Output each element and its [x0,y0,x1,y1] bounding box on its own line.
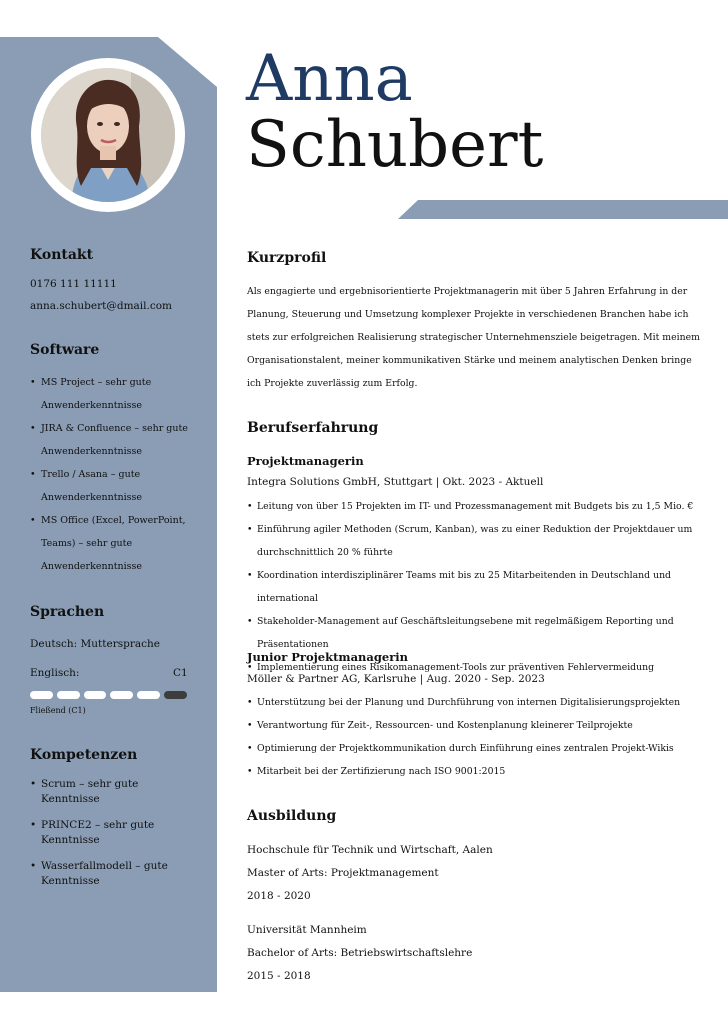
profile-photo [41,68,175,202]
language-rating-dot [164,691,187,699]
job-bullet: • Leitung von über 15 Projekten im IT- und Prozessmanagement mit Budgets bis zu 1,5 Mio. € [247,495,712,518]
education-school: Universität Mannheim [247,924,367,936]
education-heading: Ausbildung [247,808,337,824]
last-name: Schubert [246,108,544,182]
experience-heading: Berufserfahrung [247,420,379,436]
competency-item: • PRINCE2 – sehr gute Kenntnisse [30,818,200,848]
software-item: • Trello / Asana – gute Anwenderkenntnisse [30,463,200,509]
job-bullet: • Einführung agiler Methoden (Scrum, Kanban), was zu einer Reduktion der Projektdauer um durchschnittlich 20 % führte [247,518,712,564]
job-bullet: • Unterstützung bei der Planung und Durchführung von internen Digitalisierungsprojekten [247,691,712,714]
job-bullet: • Stakeholder-Management auf Geschäftsleitungsebene mit regelmäßigem Reporting und Präsentationen [247,610,712,656]
job-company: Integra Solutions GmbH, Stuttgart | Okt. 2023 - Aktuell [247,476,544,488]
contact-heading: Kontakt [30,247,94,263]
competency-item: • Scrum – sehr gute Kenntnisse [30,777,200,807]
language-english-rating [30,691,187,699]
profile-photo-illustration [41,68,175,202]
education-years: 2015 - 2018 [247,970,311,982]
job-bullet: • Implementierung eines Risikomanagement-Tools zur präventiven Fehlervermeidung [247,656,712,679]
language-rating-dot [137,691,160,699]
education-degree: Bachelor of Arts: Betriebswirtschaftslehre [247,947,473,959]
header-accent-bar [398,200,728,219]
software-item: • MS Office (Excel, PowerPoint, Teams) – sehr gute Anwenderkenntnisse [30,509,200,578]
software-item: • MS Project – sehr gute Anwenderkenntnisse [30,371,200,417]
languages-heading: Sprachen [30,604,105,620]
language-rating-dot [57,691,80,699]
competencies-heading: Kompetenzen [30,747,138,763]
contact-email: anna.schubert@dmail.com [30,300,173,312]
software-item: • JIRA & Confluence – sehr gute Anwenderkenntnisse [30,417,200,463]
language-rating-dot [84,691,107,699]
software-heading: Software [30,342,100,358]
education-degree: Master of Arts: Projektmanagement [247,867,439,879]
education-years: 2018 - 2020 [247,890,311,902]
language-rating-dot [110,691,133,699]
job-company: Möller & Partner AG, Karlsruhe | Aug. 2020 - Sep. 2023 [247,673,545,685]
job-title: Projektmanagerin [247,454,364,468]
job-bullet: • Optimierung der Projektkommunikation durch Einführung eines zentralen Projekt-Wikis [247,737,712,760]
job-bullets [247,691,712,783]
job-bullet: • Verantwortung für Zeit-, Ressourcen- und Kostenplanung kleinerer Teilprojekte [247,714,712,737]
first-name: Anna [246,42,413,116]
job-bullet: • Koordination interdisziplinärer Teams mit bis zu 25 Mitarbeitenden in Deutschland und international [247,564,712,610]
language-english-level: C1 [173,667,188,679]
profile-heading: Kurzprofil [247,250,327,266]
job-bullet: • Mitarbeit bei der Zertifizierung nach ISO 9001:2015 [247,760,712,783]
language-rating-dot [30,691,53,699]
job-title: Junior Projektmanagerin [247,650,408,664]
software-list [30,371,200,578]
language-english-label: Englisch: [30,667,80,679]
competencies-list [30,777,200,900]
education-school: Hochschule für Technik und Wirtschaft, Aalen [247,844,493,856]
contact-phone: 0176 111 11111 [30,278,117,290]
language-german: Deutsch: Muttersprache [30,638,160,650]
language-english-note: Fließend (C1) [30,706,86,715]
profile-text: Als engagierte und ergebnisorientierte Projektmanagerin mit über 5 Jahren Erfahrung in der Planung, Steuerung und Umsetzung komplexer Projekte in verschiedenen Branchen habe ich stets zur erfolgreichen Realisierung strategischer Unternehmensziele beigetragen. Mit meinem Organisationstalent, meiner kommunikativen Stärke und meinem analytischen Denken bringe ich Projekte zuverlässig zum Erfolg. [247,286,700,389]
competency-item: • Wasserfallmodell – gute Kenntnisse [30,859,200,889]
